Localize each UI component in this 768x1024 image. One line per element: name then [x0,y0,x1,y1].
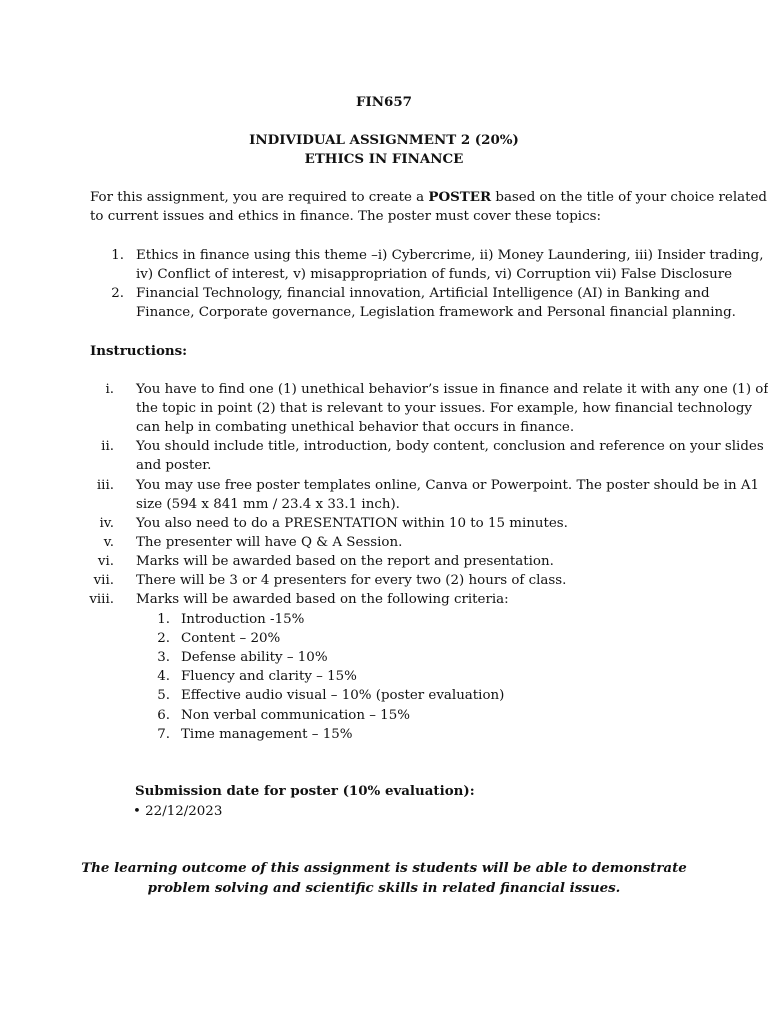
instructions-heading: Instructions: [90,343,188,359]
instruction-marker: vi. [97,554,114,569]
criteria-marker: 4. [157,669,170,684]
topic-marker: 1. [111,248,124,263]
criteria-marker: 3. [157,650,170,665]
instruction-marker: iii. [96,478,114,493]
criteria-item: Introduction -15% [181,612,305,627]
instruction-line: The presenter will have Q & A Session. [136,535,403,550]
topic-marker: 2. [111,286,124,301]
instruction-line: There will be 3 or 4 presenters for every two (2) hours of class. [136,573,567,588]
submission-heading: Submission date for poster (10% evaluation): [135,783,475,799]
instruction-line: You may use free poster templates online, Canva or Powerpoint. The poster should be in A1 [136,478,760,493]
assignment-title: INDIVIDUAL ASSIGNMENT 2 (20%) [249,132,519,148]
submission-date: • 22/12/2023 [133,804,223,819]
intro-line-1 [90,188,767,207]
instruction-line: can help in combating unethical behavior that occurs in finance. [136,420,575,435]
criteria-marker: 7. [157,727,170,742]
intro-poster-word: POSTER [428,189,492,205]
topic-line: iv) Conflict of interest, v) misappropriation of funds, vi) Corruption vii) False Disclosure [136,267,733,282]
instruction-marker: vii. [93,573,114,588]
learning-outcome-line-1: The learning outcome of this assignment is students will be able to demonstrate [81,860,687,876]
criteria-item: Fluency and clarity – 15% [181,669,357,684]
criteria-item: Effective audio visual – 10% (poster evaluation) [181,688,505,703]
instruction-line: You also need to do a PRESENTATION within 10 to 15 minutes. [136,516,568,531]
instruction-marker: i. [105,382,114,397]
instruction-line: size (594 x 841 mm / 23.4 x 33.1 inch). [136,497,400,512]
instruction-marker: v. [103,535,114,550]
criteria-marker: 2. [157,631,170,646]
topic-line: Ethics in finance using this theme –i) Cybercrime, ii) Money Laundering, iii) Insider trading, [136,248,764,263]
criteria-marker: 5. [157,688,170,703]
intro-line-2: to current issues and ethics in finance. The poster must cover these topics: [90,209,601,224]
topic-line: Financial Technology, financial innovation, Artificial Intelligence (AI) in Banking and [136,286,710,301]
learning-outcome-line-2: problem solving and scientific skills in related financial issues. [147,880,621,896]
criteria-item: Defense ability – 10% [181,650,328,665]
instruction-line: and poster. [136,458,212,473]
criteria-item: Content – 20% [181,631,281,646]
course-code: FIN657 [356,94,412,110]
instruction-marker: viii. [89,592,114,607]
intro-line-1-post: based on the title of your choice related [491,190,767,205]
criteria-item: Time management – 15% [181,727,353,742]
instruction-line: the topic in point (2) that is relevant to your issues. For example, how financial technology [136,401,752,416]
assignment-subtitle: ETHICS IN FINANCE [304,151,464,167]
criteria-item: Non verbal communication – 15% [181,708,410,723]
instruction-line: Marks will be awarded based on the report and presentation. [136,554,554,569]
instruction-line: You have to find one (1) unethical behavior’s issue in finance and relate it with any one (1) of [136,382,768,397]
topic-line: Finance, Corporate governance, Legislation framework and Personal financial planning. [136,305,736,320]
intro-line-1-pre: For this assignment, you are required to create a [90,190,429,205]
criteria-marker: 6. [157,708,170,723]
criteria-marker: 1. [157,612,170,627]
instruction-line: You should include title, introduction, body content, conclusion and reference on your slides [136,439,764,454]
instruction-marker: ii. [101,439,114,454]
instruction-line: Marks will be awarded based on the following criteria: [136,592,509,607]
instruction-marker: iv. [99,516,114,531]
